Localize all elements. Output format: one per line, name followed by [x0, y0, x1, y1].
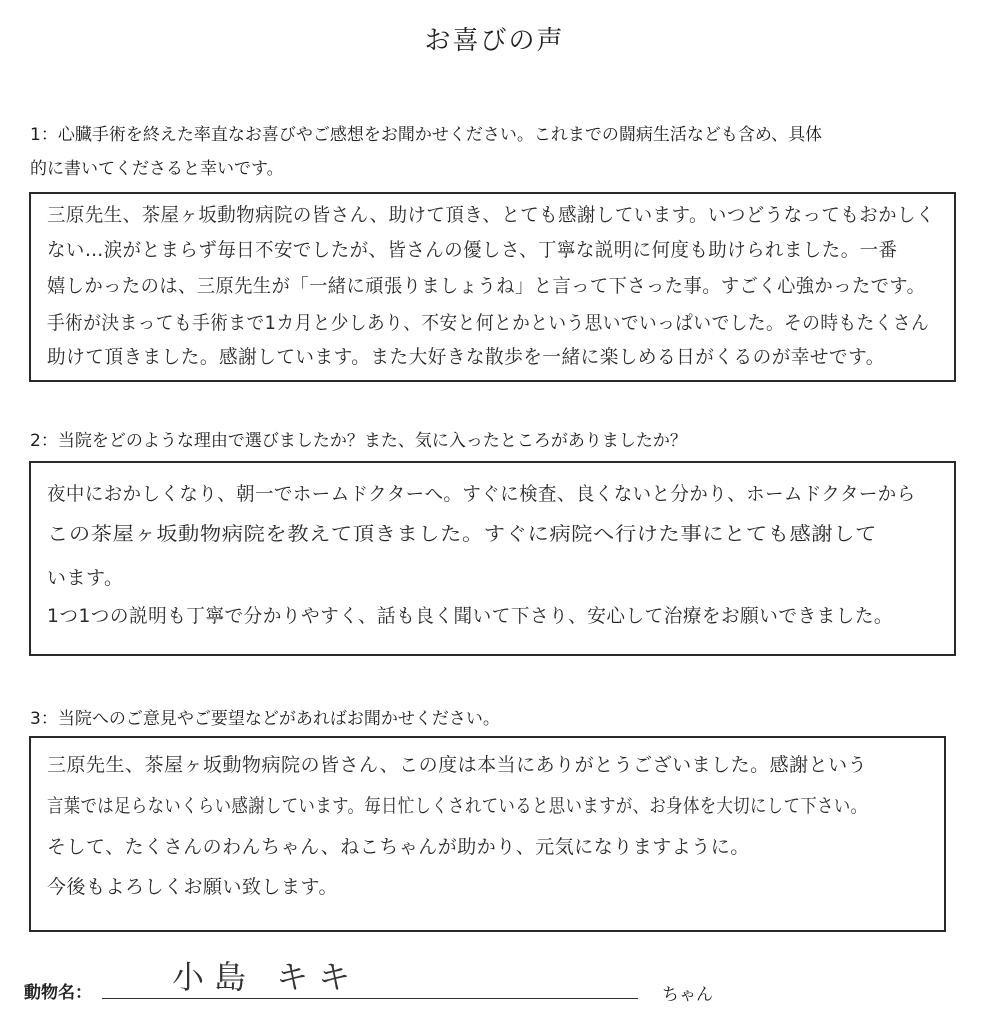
- question-3-line-1: 3：当院へのご意見やご要望などがあればお聞かせください。: [30, 709, 500, 729]
- page-title: お喜びの声: [424, 26, 565, 56]
- question-1-line-1: 1：心臓手術を終えた率直なお喜びやご感想をお聞かせください。これまでの闘病生活なども含め、具体: [30, 125, 823, 145]
- question-3: [30, 702, 960, 736]
- answer-2-line: います。: [47, 567, 124, 589]
- answer-3-line: 三原先生、茶屋ヶ坂動物病院の皆さん、この度は本当にありがとうございました。感謝という: [47, 754, 868, 776]
- answer-1-line: 手術が決まっても手術まで1カ月と少しあり、不安と何とかという思いでいっぱいでした。その時もたくさん: [47, 312, 930, 334]
- answer-box-2: [29, 461, 956, 656]
- pet-name-value: 小島 キキ: [172, 958, 361, 996]
- question-2: [30, 424, 960, 458]
- answer-3-line: 今後もよろしくお願い致します。: [47, 876, 338, 898]
- answer-2-line: この茶屋ヶ坂動物病院を教えて頂きました。すぐに病院へ行けた事にとても感謝して: [47, 523, 877, 545]
- pet-name-suffix: ちゃん: [662, 985, 713, 1005]
- answer-1-line: 助けて頂きました。感謝しています。また大好きな散歩を一緒に楽しめる日がくるのが幸せです。: [47, 346, 885, 368]
- answer-3-line: 言葉では足らないくらい感謝しています。毎日忙しくされていると思いますが、お身体を大切にして下さい。: [47, 795, 868, 817]
- answer-2-line: 夜中におかしくなり、朝一でホームドクターへ。すぐに検査、良くないと分かり、ホームドクターから: [47, 483, 916, 505]
- answer-1-line: ない…涙がとまらず毎日不安でしたが、皆さんの優しさ、丁寧な説明に何度も助けられました。一番: [47, 239, 898, 261]
- question-1: [30, 118, 960, 186]
- answer-1-line: 嬉しかったのは、三原先生が「一緒に頑張りましょうね」と言って下さった事。すごく心強かったです。: [47, 275, 926, 297]
- answer-box-3: [29, 736, 946, 932]
- pet-name-label: 動物名：: [24, 983, 92, 1003]
- pet-name-underline: [102, 998, 638, 999]
- answer-2-line: 1つ1つの説明も丁寧で分かりやすく、話も良く聞いて下さり、安心して治療をお願いできました。: [47, 605, 894, 627]
- answer-box-1: [29, 192, 956, 382]
- answer-3-line: そして、たくさんのわんちゃん、ねこちゃんが助かり、元気になりますように。: [47, 836, 750, 858]
- question-1-line-2: 的に書いてくださると幸いです。: [30, 159, 284, 179]
- answer-1-line: 三原先生、茶屋ヶ坂動物病院の皆さん、助けて頂き、とても感謝しています。いつどうなってもおかしく: [47, 204, 935, 226]
- question-2-line-1: 2：当院をどのような理由で選びましたか？また、気に入ったところがありましたか？: [30, 431, 687, 451]
